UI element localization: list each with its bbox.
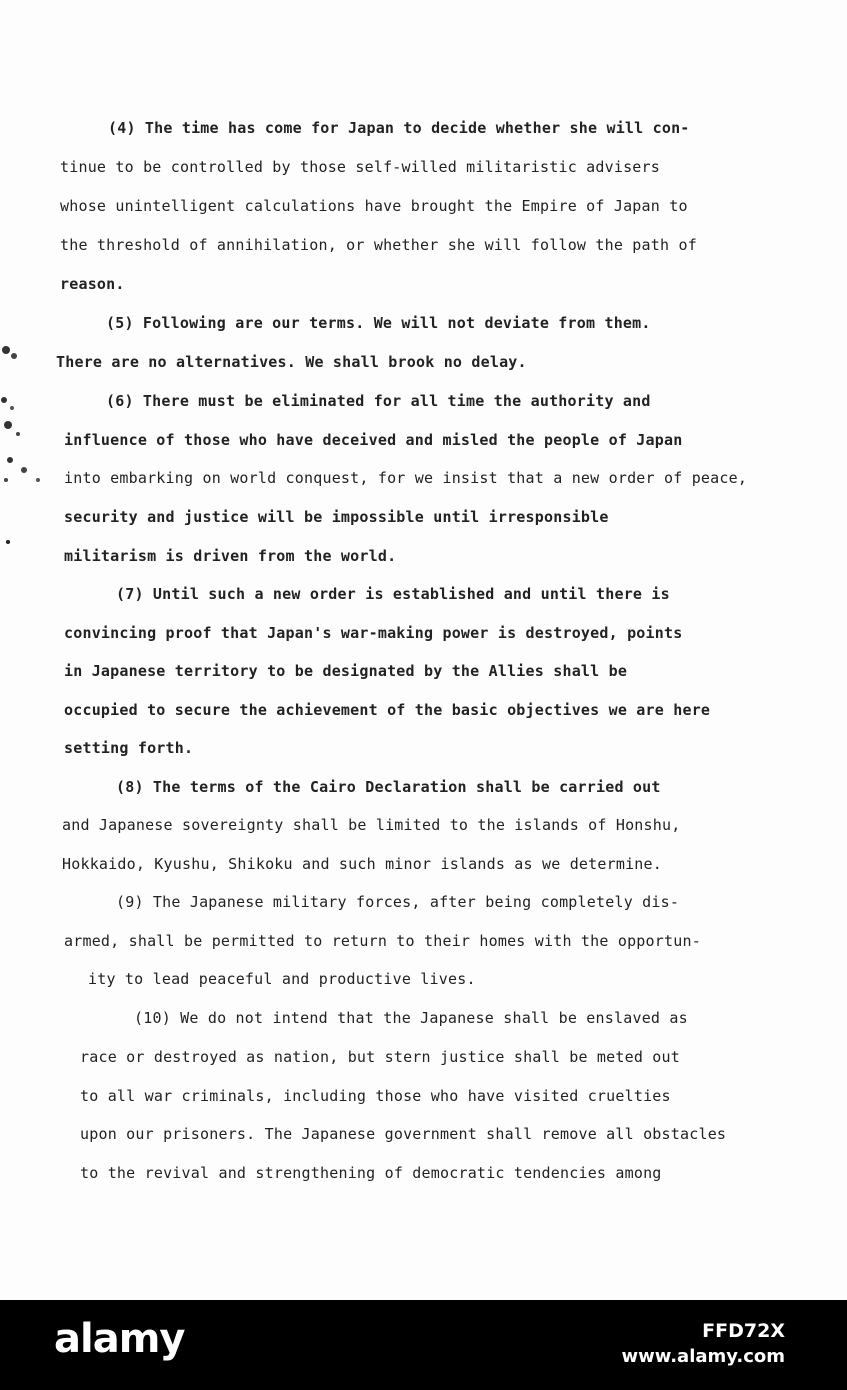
site-url: www.alamy.com (621, 1346, 785, 1367)
text-line: There are no alternatives. We shall brook no delay. (56, 353, 527, 371)
text-line: the threshold of annihilation, or whether she will follow the path of (60, 236, 697, 254)
text-line: (10) We do not intend that the Japanese shall be enslaved as (134, 1009, 688, 1027)
text-line: upon our prisoners. The Japanese government shall remove all obstacles (80, 1125, 727, 1143)
text-line: (9) The Japanese military forces, after being completely dis- (116, 893, 680, 911)
text-line: influence of those who have deceived and misled the people of Japan (64, 431, 683, 449)
text-line: (4) The time has come for Japan to decide whether she will con- (108, 119, 690, 137)
text-line: (6) There must be eliminated for all time the authority and (106, 392, 651, 410)
text-line: (5) Following are our terms. We will not deviate from them. (106, 314, 651, 332)
text-line: (7) Until such a new order is established and until there is (116, 585, 670, 603)
text-line: race or destroyed as nation, but stern justice shall be meted out (80, 1048, 680, 1066)
ink-smudge-marks (0, 330, 60, 550)
text-line: in Japanese territory to be designated by the Allies shall be (64, 662, 628, 680)
text-line: ity to lead peaceful and productive lives. (88, 970, 476, 988)
text-line: armed, shall be permitted to return to their homes with the opportun- (64, 932, 701, 950)
text-line: (8) The terms of the Cairo Declaration shall be carried out (116, 778, 661, 796)
text-line: into embarking on world conquest, for we insist that a new order of peace, (64, 469, 748, 487)
text-line: and Japanese sovereignty shall be limited to the islands of Honshu, (62, 816, 681, 834)
text-line: occupied to secure the achievement of the basic objectives we are here (64, 701, 711, 719)
text-line: to the revival and strengthening of democratic tendencies among (80, 1164, 662, 1182)
stock-image-id: FFD72X (702, 1320, 785, 1342)
text-line: security and justice will be impossible until irresponsible (64, 508, 609, 526)
text-line: convincing proof that Japan's war-making power is destroyed, points (64, 624, 683, 642)
text-line: whose unintelligent calculations have brought the Empire of Japan to (60, 197, 688, 215)
text-line: to all war criminals, including those who have visited cruelties (80, 1087, 671, 1105)
text-line: Hokkaido, Kyushu, Shikoku and such minor islands as we determine. (62, 855, 662, 873)
text-line: setting forth. (64, 739, 194, 757)
brand-logo: alamy (54, 1316, 185, 1362)
text-line: reason. (60, 275, 125, 293)
text-line: militarism is driven from the world. (64, 547, 397, 565)
text-line: tinue to be controlled by those self-willed militaristic advisers (60, 158, 660, 176)
